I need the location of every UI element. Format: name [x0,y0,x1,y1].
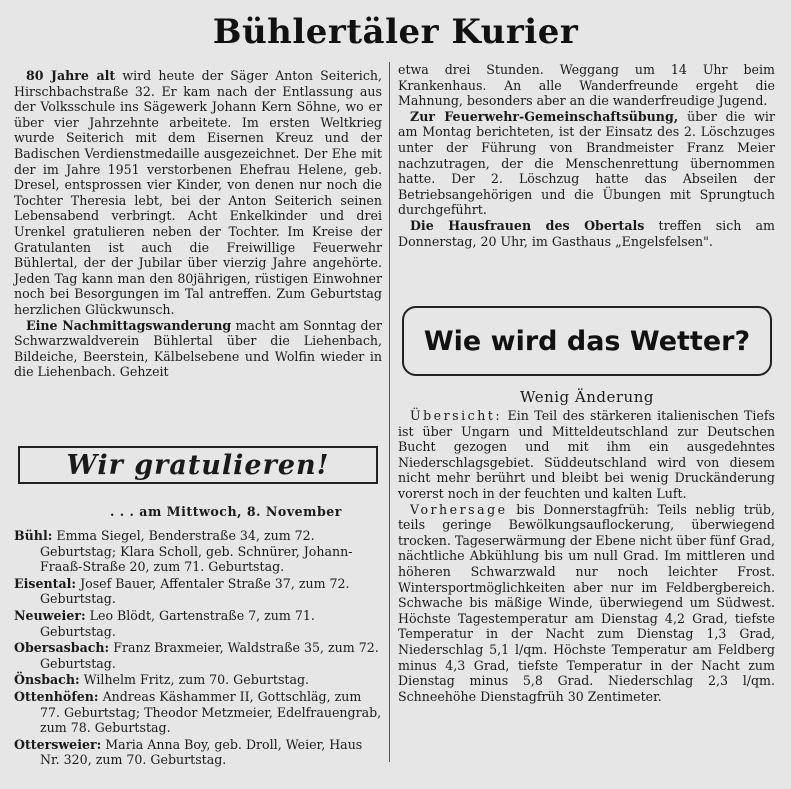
gratulieren-list [14,528,382,769]
entry-text: Emma Siegel, Benderstraße 34, zum 72. Geburtstag; Klara Scholl, geb. Schnürer, Johann-Fraaß-Straße 20, zum 71. Geburtstag. [40,528,353,575]
entry-text: Josef Bauer, Affentaler Straße 37, zum 72. Geburtstag. [40,575,350,607]
entry-place: Eisental: [14,575,77,591]
article-lead: Die Hausfrauen des Obertals [410,217,645,233]
article-text: etwa drei Stunden. Weggang um 14 Uhr beim Krankenhaus. An alle Wanderfreunde ergeht die Mahnung, besonders aber an die wanderfreudige Jugend. [398,62,775,109]
wetter-banner [402,306,772,376]
article-text: bis Donnerstagfrüh: Teils neblig trüb, teils geringe Bewölkungsauflockerung, überwiegend trocken. Tageserwärmung der Ebene nicht über fünf Grad, nächtliche Abkühlung bis um null Grad. Im mittleren und höheren Schwarzwald nur noch leichter Frost. Wintersportmöglichkeiten aber nur im Feldbergbereich. Schwache bis mäßige Winde, überwiegend um Südwest. Höchste Tagestemperatur am Dienstag 4,2 Grad, tiefste Temperatur in der Nacht zum Dienstag 1,3 Grad, Niederschlag 5,1 l/qm. Höchste Temperatur am Feldberg minus 4,3 Grad, tiefste Temperatur in der Nacht zum Dienstag minus 5,8 Grad. Niederschlag 2,3 l/qm. Schneehöhe Dienstagfrüh 30 Zentimeter. [398,501,775,704]
wetter-subtitle: Wenig Änderung [520,388,654,406]
entry-place: Ottersweier: [14,736,102,752]
article-hausfrauen [398,218,775,249]
column-divider [389,62,390,762]
list-item [14,608,382,639]
entry-place: Neuweier: [14,607,86,623]
article-80-jahre [14,68,382,318]
gratulieren-date: . . . am Mittwoch, 8. November [110,504,342,519]
article-lead: Übersicht: [410,408,503,423]
list-item [14,576,382,607]
article-lead: Zur Feuerwehr-Gemeinschaftsübung, [410,108,679,124]
article-feuerwehr [398,109,775,218]
masthead-title: Bühlertäler Kurier [212,12,579,52]
entry-text: Maria Anna Boy, geb. Droll, Weier, Haus Nr. 320, zum 70. Geburtstag. [40,736,363,768]
list-item [14,689,382,736]
article-text: wird heute der Säger Anton Seiterich, Hirschbachstraße 32. Er kam nach der Entlassung aus der Volksschule ins Sägewerk Johann Kern Söhne, wo er über vier Jahrzehnte arbeitete. Im ersten Weltkrieg wurde Seiterich mit dem Eisernen Kreuz und der Badischen Verdienstmedaille ausgezeichnet. Der Ehe mit der im Jahre 1951 verstorbenen Ehefrau Helene, geb. Dresel, entsprossen vier Kinder, von denen nur noch die Tochter Theresia lebt, bei der Anton Seiterich seinen Lebensabend verbringt. Acht Enkelkinder und drei Urenkel gratulieren neben der Tochter. Im Kreise der Gratulanten ist auch die Freiwillige Feuerwehr Bühlertal, der der Jubilar über vierzig Jahre angehörte. Jeden Tag kann man den 80jährigen, rüstigen Einwohner noch bei Besorgungen im Tal antreffen. Zum Geburtstag herzlichen Glückwunsch. [14,68,382,317]
wetter-vorhersage [398,502,775,705]
article-text: macht am Sonntag der Schwarzwaldverein Bühlertal über die Liehenbach, Bildeiche, Beerstein, Kälbelsebene und Wolfin wieder in die Liehenbach. Gehzeit [14,317,382,380]
article-lead: Vorhersage [410,501,508,517]
list-item [14,737,382,768]
article-text: über die wir am Montag berichteten, ist der Einsatz des 2. Löschzuges unter der Führung von Brandmeister Franz Meier nachzutragen, der die Menschenrettung übernommen hatte. Der 2. Löschzug hatte das Abseilen der Betriebsangehörigen und die Übungen mit Sprungtuch durchgeführt. [398,108,775,218]
wetter-uebersicht [398,408,775,502]
entry-place: Obersasbach: [14,640,110,656]
article-wanderung-cont [398,62,775,109]
article-wanderung [14,318,382,380]
list-item [14,672,382,688]
gratulieren-banner [18,446,378,484]
left-column [14,68,382,380]
article-text: Ein Teil des stärkeren italienischen Tiefs ist über Ungarn und Mitteldeutschland zur Deutschen Bucht gezogen und mit ihm ein ausgedehntes Niederschlagsgebiet. Süddeutschland wird von diesem nicht mehr berührt und bleibt bei wenig Druckänderung vorerst noch in der feuchten und kalten Luft. [398,408,775,501]
entry-place: Bühl: [14,528,53,543]
entry-text: Leo Blödt, Gartenstraße 7, zum 71. Geburtstag. [40,607,315,639]
entry-place: Ottenhöfen: [14,688,99,704]
right-column [398,62,775,249]
entry-text: Franz Braxmeier, Waldstraße 35, zum 72. Geburtstag. [40,640,379,671]
entry-place: Önsbach: [14,672,80,688]
article-lead: Eine Nachmittagswanderung [26,317,232,333]
entry-text: Andreas Käshammer II, Gottschläg, zum 77. Geburtstag; Theodor Metzmeier, Edelfrauengrab, zum 78. Geburtstag. [40,688,382,736]
wetter-title: Wie wird das Wetter? [423,325,751,357]
list-item [14,640,382,671]
wetter-column [398,408,775,704]
entry-text: Wilhelm Fritz, zum 70. Geburtstag. [79,672,310,688]
list-item [14,528,382,575]
gratulieren-title: Wir gratulieren! [60,450,335,481]
article-lead: 80 Jahre alt [26,68,116,83]
article-text: treffen sich am Donnerstag, 20 Uhr, im Gasthaus „Engelsfelsen". [398,217,775,249]
